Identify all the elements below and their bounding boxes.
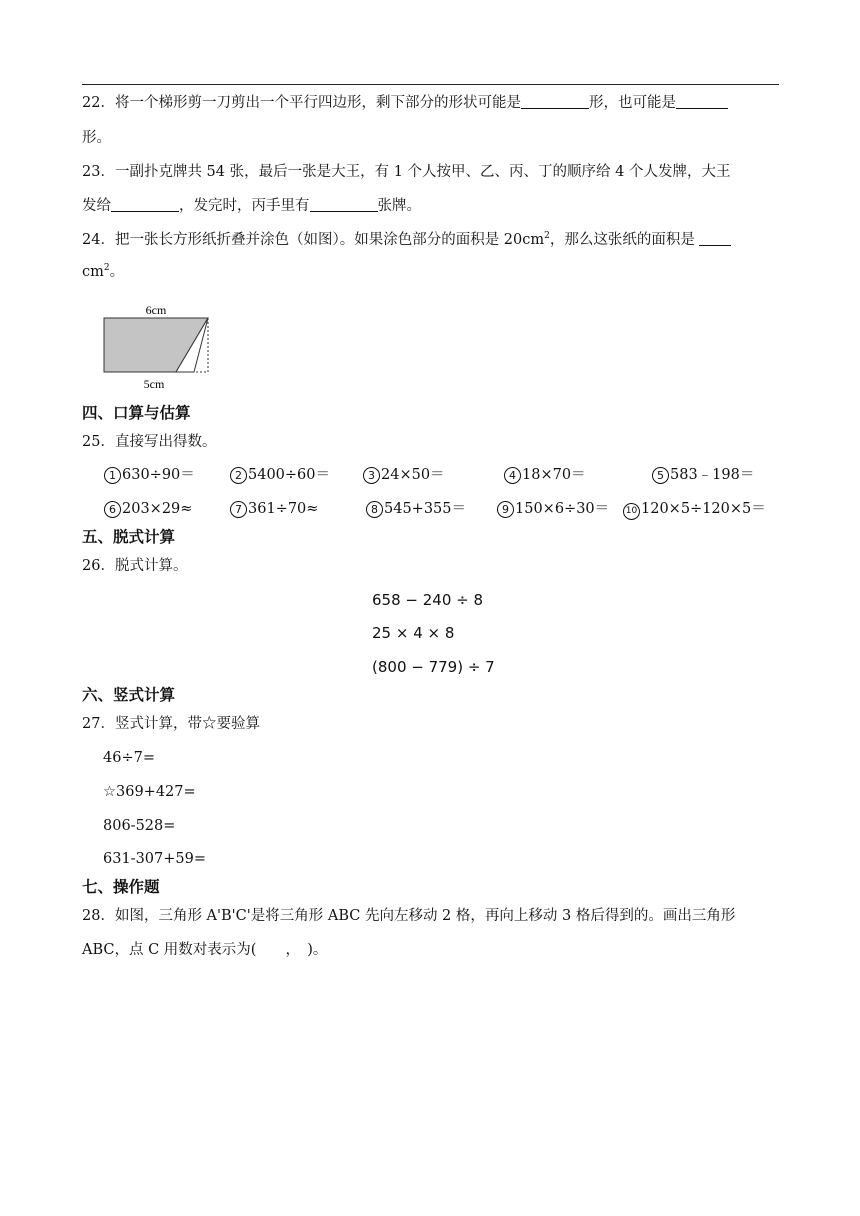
expr-3: (800 − 779) ÷ 7 [372,658,495,676]
item-expr: 24×50＝ [381,467,445,483]
item-expr: 5400÷60＝ [248,467,331,483]
q24-blank[interactable] [699,230,731,246]
section6-title: 六、竖式计算 [82,686,176,704]
vertical-item-4: 631-307+59= [103,851,207,867]
item-expr: 203×29≈ [122,501,193,517]
oral-item-9 [497,499,609,519]
item-expr: 583﹣198＝ [670,467,755,483]
oral-item-2 [230,465,330,485]
item-number: 3 [363,467,380,484]
q22-line-2: 形。 [82,130,111,146]
q23-text-c: 张牌。 [377,198,421,214]
folded-rectangle-figure [98,300,218,392]
q28-line-2: ABC，点 C 用数对表示为( ， )。 [82,942,328,958]
item-number: 1 [104,467,121,484]
section5-title: 五、脱式计算 [82,528,176,546]
q24-sup-1: 2 [544,231,550,242]
q24-sup-2: 2 [103,263,110,274]
item-number: 8 [366,501,383,518]
q22-text-a: 22．将一个梯形剪一刀剪出一个平行四边形，剩下部分的形状可能是 [82,95,521,111]
q22-line-1 [82,93,728,113]
item-expr: 361÷70≈ [248,501,319,517]
q25-prompt: 25．直接写出得数。 [82,434,217,450]
q23-text-b: ，发完时，丙手里有 [179,198,310,214]
q23-blank-2[interactable] [310,196,378,212]
item-number: 2 [230,467,247,484]
oral-item-5 [652,465,754,485]
item-number: 9 [497,501,514,518]
figure-bottom-label: 5cm [143,377,165,391]
item-number: 5 [652,467,669,484]
q23-line-2 [82,196,421,216]
q23-blank-1[interactable] [111,196,179,212]
q24-line-2 [82,262,124,282]
q27-prompt: 27．竖式计算，带☆要验算 [82,716,260,732]
q24-unit: cm [82,264,104,280]
item-number: 6 [104,501,121,518]
expr-1: 658 − 240 ÷ 8 [372,591,484,609]
vertical-item-2: ☆369+427= [103,784,196,800]
item-expr: 150×6÷30＝ [515,501,610,517]
oral-item-7 [230,499,318,519]
expr-2: 25 × 4 × 8 [372,624,455,642]
item-expr: 18×70＝ [522,467,586,483]
item-expr: 630÷90＝ [122,467,195,483]
q23-text-a: 发给 [82,198,111,214]
section7-title: 七、操作题 [82,878,160,896]
q28-line-1: 28．如图，三角形 A'B'C'是将三角形 ABC 先向左移动 2 格，再向上移动 3 格后得到的。画出三角形 [82,908,736,924]
q24-period: 。 [109,264,125,280]
oral-item-6 [104,499,192,519]
vertical-item-1: 46÷7= [103,750,155,766]
item-number: 10 [623,503,640,520]
oral-item-4 [504,465,586,485]
oral-item-8 [366,499,466,519]
q22-text-b: 形，也可能是 [588,95,676,111]
q22-blank-2[interactable] [676,93,728,109]
item-expr: 545+355＝ [384,501,467,517]
vertical-item-3: 806-528= [103,818,176,834]
q24-text-b: ，那么这张纸的面积是 [549,232,695,248]
item-number: 7 [230,501,247,518]
oral-item-3 [363,465,445,485]
header-rule [82,84,779,85]
q24-text-a: 24．把一张长方形纸折叠并涂色（如图）。如果涂色部分的面积是 20cm [82,232,545,248]
section4-title: 四、口算与估算 [82,404,191,422]
oral-item-1 [104,465,195,485]
q23-line-1: 23．一副扑克牌共 54 张，最后一张是大王，有 1 个人按甲、乙、丙、丁的顺序给 4 个人发牌，大王 [82,164,731,180]
item-number: 4 [504,467,521,484]
q22-blank-1[interactable] [521,93,589,109]
q24-line-1 [82,230,731,250]
q26-prompt: 26．脱式计算。 [82,558,188,574]
item-expr: 120×5÷120×5＝ [641,501,766,517]
oral-item-10 [623,499,766,520]
figure-top-label: 6cm [145,303,167,317]
